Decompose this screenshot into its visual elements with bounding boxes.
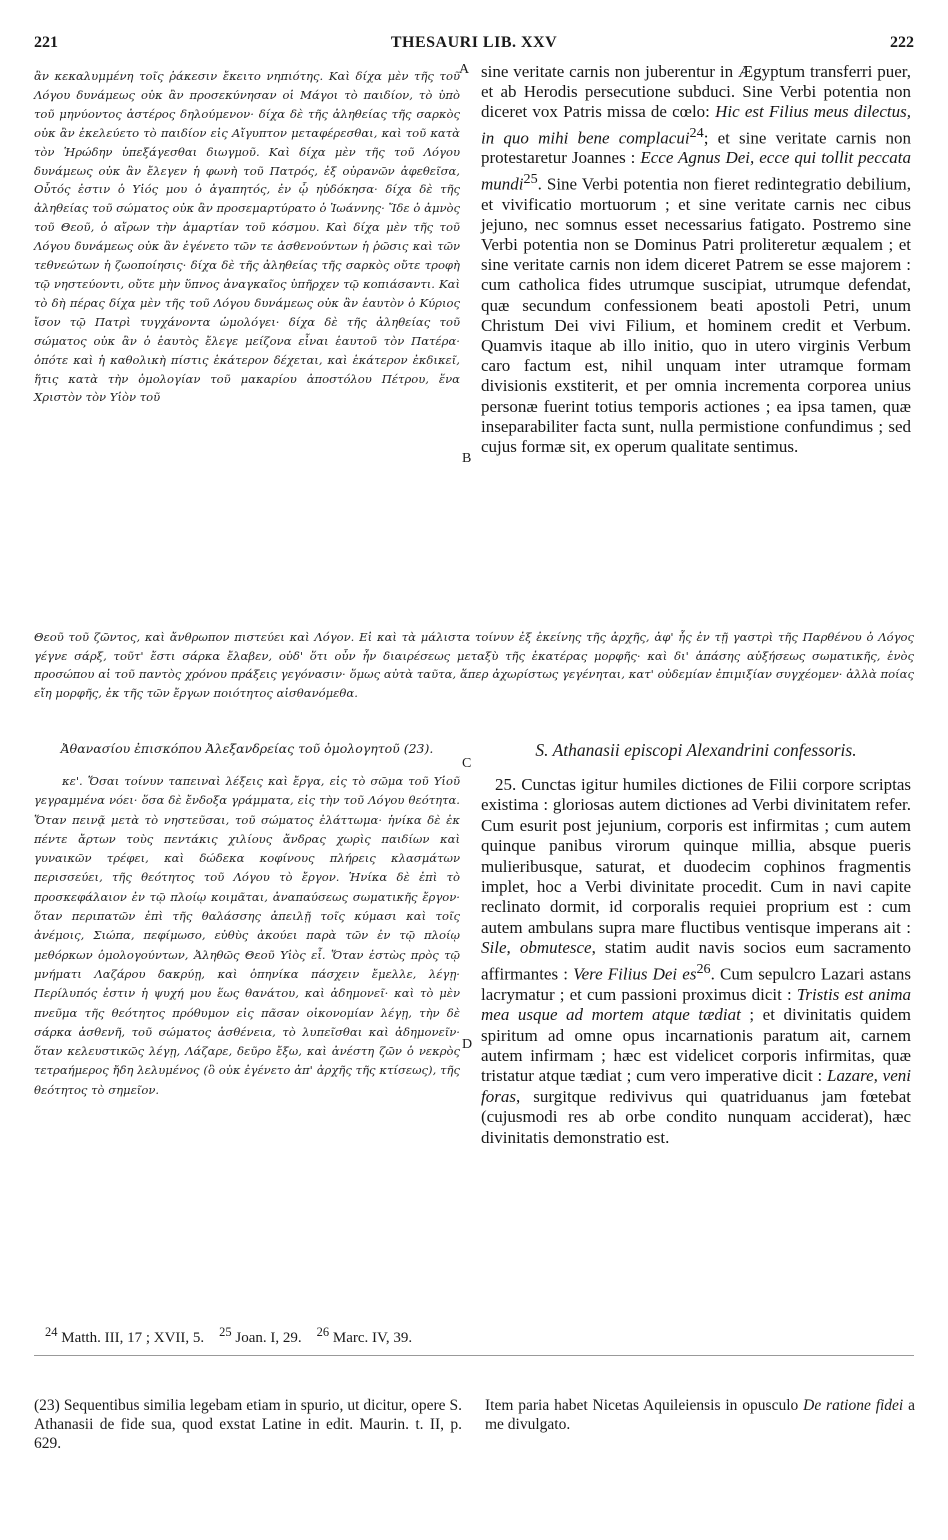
margin-letter-a: A	[459, 62, 470, 77]
latin-quote: Tristis est anima mea usque ad mortem atque tædiat	[481, 984, 911, 1025]
margin-letter-b: B	[462, 451, 472, 466]
editor-note-left: (23) Sequentibus similia legebam etiam in spurio, ut dicitur, opere S. Athanasii de fide sua, quod exstat Latine in edit. Maurin. t. II, p. 629.	[34, 1396, 462, 1452]
latin-text: 25. Cunctas igitur humiles dictiones de Filii corpore scriptas existima : gloriosas autem dictiones ad Verbi divinitatem refer. Cum esurit post jejunium, corporis est infirmitas ; cum autem quinque panibus virorum quinque millia, absque pueris mulieribusque, saturat, et duodecim cophinos fragmentis implet, hoc a Verbi divinitate procedit. Cum in navi capite reclinato dormit, id corporalis requiei proprium est : cum autem ambulans supra mare fluctibus ventisque imperans ait :	[481, 775, 911, 937]
footnote-text: Marc. IV, 39.	[332, 1330, 413, 1346]
left-page-number: 221	[34, 34, 58, 51]
note-title: De ratione fidei	[803, 1396, 904, 1414]
note-text: Item paria habet Nicetas Aquileiensis in opusculo	[485, 1396, 804, 1414]
footnote-number: 24	[45, 1325, 58, 1339]
greek-column-top: ἂν κεκαλυμμένη τοῖς ῥάκεσιν ἔκειτο νηπιότης. Καὶ δίχα μὲν τῆς τοῦ Λόγου δυνάμεως οὐκ ἂν προσεκύνησαν οἱ Μάγοι τὸ παιδίον, τὸ ὑπὸ τοῦ μηνύοντος ἀστέρος δηλούμενον· δίχα δὲ τῆς ἀληθείας τῆς σαρκὸς οὐκ ἂν ἐκελεύετο τὸ παιδίον εἰς Αἴγυπτον μεταφέρεσθαι, καὶ τοῦ κατὰ τὸν Ἡρώδην ὑπεξάγεσθαι διωγμοῦ. Καὶ δίχα μὲν τῆς τοῦ Λόγου δυνάμεως οὐκ ἂν ἔλεγεν ἡ φωνὴ τοῦ Πατρός, ἐξ οὐρανῶν ἀφεθεῖσα, Οὗτός ἐστιν ὁ Υἱός μου ὁ ἀγαπητός, ἐν ᾧ ηὐδόκησα· δίχα δὲ τῆς ἀληθείας τοῦ σώματος οὐκ ἂν προσεμαρτύρατο ὁ Ἰωάννης· Ἴδε ὁ ἀμνὸς τοῦ Θεοῦ, ὁ αἴρων τὴν ἁμαρτίαν τοῦ κόσμου. Καὶ δίχα μὲν τῆς τοῦ Λόγου δυνάμεως οὐκ ἂν ἐγένετο τῶν τε ἀσθενούντων ἡ ῥῶσις καὶ τῶν τεθνεώτων ἡ ζωοποίησις· δίχα δὲ τῆς ἀληθείας τῆς σαρκὸς οὔτε τροφὴ τῷ νηστεύοντι, οὔτε μὴν ὕπνος ἀναγκαῖος ὑπῆρχεν τῷ κοπιάσαντι. Καὶ τὸ δὴ πέρας δίχα μὲν τῆς τοῦ Λόγου δυνάμεως οὐκ ἂν ἑαυτὸν ὁ Κύριος ἴσον τῷ Πατρὶ τυγχάνοντα ὡμολόγει· δίχα δὲ τῆς ἀληθείας τοῦ σώματος οὐκ ἂν ὁ ἑαυτὸς ἔλεγε μείζονα εἶναι ἑαυτοῦ τὸν Πατέρα· ὁπότε καὶ ἡ καθολικὴ πίστις ἑκάτερον δέχεται, καὶ ἑκάτερον ἐκδικεῖ, ἥτις κατὰ τὴν ὁμολογίαν τοῦ μακαρίου ἀποστόλου Πέτρου, ἕνα Χριστὸν τὸν Υἱὸν τοῦ	[34, 69, 460, 405]
footnote-ref: 26	[696, 960, 711, 977]
footnote-divider	[34, 1355, 914, 1356]
note-text: a me divulgato.	[485, 1396, 915, 1433]
latin-section-heading: S. Athanasii episcopi Alexandrini confessoris.	[535, 740, 857, 760]
right-page-number: 222	[890, 34, 914, 51]
editor-note-right	[485, 1396, 915, 1434]
margin-letter-c: C	[462, 756, 472, 771]
footnote-text: Matth. III, 17 ; XVII, 5.	[61, 1330, 205, 1346]
greek-column-section-25: κε'. Ὅσαι τοίνυν ταπειναὶ λέξεις καὶ ἔργα, εἰς τὸ σῶμα τοῦ Υἱοῦ γεγραμμένα νόει· ὅσα δὲ ἔνδοξα γράμματα, εἰς τὴν τοῦ Λόγου θεότητα. Ὅταν πεινᾷ μετὰ τὸ νηστεῦσαι, τοῦ σώματος ἐλάττωμα· ἡνίκα δὲ ἐκ πέντε ἄρτων τοὺς πεντάκις χιλίους ἄνδρας χωρὶς παιδίων καὶ γυναικῶν τρέφει, καὶ δώδεκα κοφίνους πλήρεις κλασμάτων περισσεύει, τῆς θεότητος τοῦ Λόγου τὸ ἔργον. Ἡνίκα δὲ ἐπὶ τὸ προσκεφάλαιον ἐν τῷ πλοίῳ κοιμᾶται, ἀναπαύσεως σωματικῆς ἔργον· ὅταν περιπατῶν ἐπὶ τῆς θαλάσσης ἀπειλῇ τοῖς κύμασι καὶ τοῖς ἀνέμοις, Σιώπα, πεφίμωσο, εὐθὺς ἀκούει παρὰ τῶν ἐν τῷ πλοίῳ μεθόρκων ὁμολογούντων, Ἀληθῶς Θεοῦ Υἱὸς εἶ. Ὅταν ἑστὼς πρὸς τῷ μνήματι Λαζάρου δακρύῃ, καὶ ὁπηνίκα πάσχειν ἔμελλε, λέγῃ· Περίλυπός ἐστιν ἡ ψυχή μου ἕως θανάτου, καὶ ἀδημονεῖ· καὶ τὸ μὲν πνεῦμα τῆς θεότητος πρόθυμον εἰς πᾶσαν οἰκονομίαν λέγῃ, τὴν δὲ σάρκα ἀσθενῆ, τοῦ σώματος ἀσθένεια, τὸ λυπεῖσθαι καὶ ἀδημονεῖν· ὅταν κελευστικῶς λέγῃ, Λάζαρε, δεῦρο ἔξω, καὶ ἀνέστη ζῶν ὁ νεκρὸς τετραήμερος ἤδη λελυμένος (ὃ οὐκ ἐγένετο ἀπ' ἀρχῆς τῆς κτίσεως), τῆς θεότητος τὸ σημεῖον.	[34, 774, 460, 1097]
latin-column-top	[481, 62, 911, 457]
latin-quote: Ecce Agnus Dei, ecce qui tollit peccata mundi	[481, 148, 912, 194]
latin-text: ; et divinitatis quidem spiritum ad omne opus incarnationis paratum ait, carnem autem infirmam ; hæc est videlicet corporis infirmitas, quæ tristatur atque tædiat ; cum vero imperative dicit :	[481, 1005, 911, 1086]
running-head	[34, 34, 914, 56]
margin-letter-d: D	[462, 1037, 473, 1052]
latin-text: , statim audit navis socios eum sacramento affirmantes :	[481, 938, 911, 984]
latin-text: ; et sine veritate carnis non protestaretur Joannes :	[481, 128, 911, 168]
footnote-number: 25	[219, 1325, 232, 1339]
latin-text: sine veritate carnis non juberentur in Ægyptum transferri puer, et ab Herodis persecutione subduci. Sine Verbi potentia non diceret vox Patris missa de cœlo:	[481, 62, 911, 122]
scripture-footnotes	[45, 1325, 905, 1347]
footnote-ref: 25	[523, 170, 538, 187]
greek-spanning-text: Θεοῦ τοῦ ζῶντος, καὶ ἄνθρωπον πιστεύει καὶ Λόγον. Εἰ καὶ τὰ μάλιστα τοίνυν ἐξ ἐκείνης τῆς ἀρχῆς, ἀφ' ἧς ἐν τῇ γαστρὶ τῆς Παρθένου ὁ Λόγος γέγνε σάρξ, τοῦτ' ἔστι σάρκα ἔλαβεν, οὐδ' ὅτι οὖν ἦν διαιρέσεως μεταξὺ τῆς ἑκατέρας μορφῆς· καὶ δι' ἁπάσης αὐξήσεως σωματικῆς, ἑνὸς προσώπου αἱ τοῦ παντὸς χρόνου πράξεις γεγόνασιν· ὅμως αὐτὰ ταῦτα, ἅπερ ἀχωρίστως γεγένηται, κατ' οὐδεμίαν ἐπιμιξίαν συγχέομεν· ἀλλὰ ποίας εἴη μορφῆς, ἐκ τῆς τῶν ἔργων ποιότητος αἰσθανόμεθα.	[34, 630, 914, 700]
latin-text: , surgitque redivivus qui quatriduanus jam fœtebat (cujusmodi res ab orbe condito nunquam acciderat), hæc divinitatis demonstratio est.	[481, 1086, 911, 1147]
footnote-number: 26	[316, 1325, 330, 1339]
latin-quote: Lazare, veni foras	[481, 1066, 911, 1106]
latin-column-section-25	[481, 775, 911, 1148]
footnote-ref: 24	[689, 124, 704, 141]
latin-text: . Cum sepulcro Lazari astans lacrymatur ; et cum passioni proximus dicit :	[481, 964, 911, 1004]
greek-section-heading: Ἀθανασίου ἐπισκόπου Ἀλεξανδρείας τοῦ ὁμολογητοῦ (23).	[60, 741, 434, 756]
latin-quote: Sile, obmutesce	[481, 938, 592, 958]
footnote-text: Joan. I, 29.	[235, 1330, 302, 1346]
latin-quote: Vere Filius Dei es	[573, 964, 697, 984]
latin-quote: Hic est Filius meus dilectus, in quo mihi bene complacui	[481, 102, 911, 148]
running-title: THESAURI LIB. XXV	[390, 34, 558, 51]
latin-text: . Sine Verbi potentia non fieret redintegratio debilium, et vivificatio mortuorum ; et sine veritate carnis nec cibus jejuno, nec somnus esset necessarius fatigato. Postremo sine Verbi potentia non se Dominus Patri proliteretur æqualem ; et sine veritate carnis non idem diceret Patrem se esse majorem : cum catholica fides utrumque suscipiat, utrumque defendat, quæ secundum confessionem beati apostoli Petri, unum Christum Dei vivi Filium, et hominem credit et Verbum. Quamvis itaque ab illo initio, quo in utero virginis Verbum caro factum est, nihil unquam inter utramque formam divisionis exstiterit, et per omnia incrementa corporea unius personæ fuerint totius temporis actiones ; ea ipsa tamen, quæ inseparabiliter facta sunt, nulla permistione confundimus ; sed cujus formæ sit, ex operum qualitate sentimus.	[481, 174, 911, 456]
